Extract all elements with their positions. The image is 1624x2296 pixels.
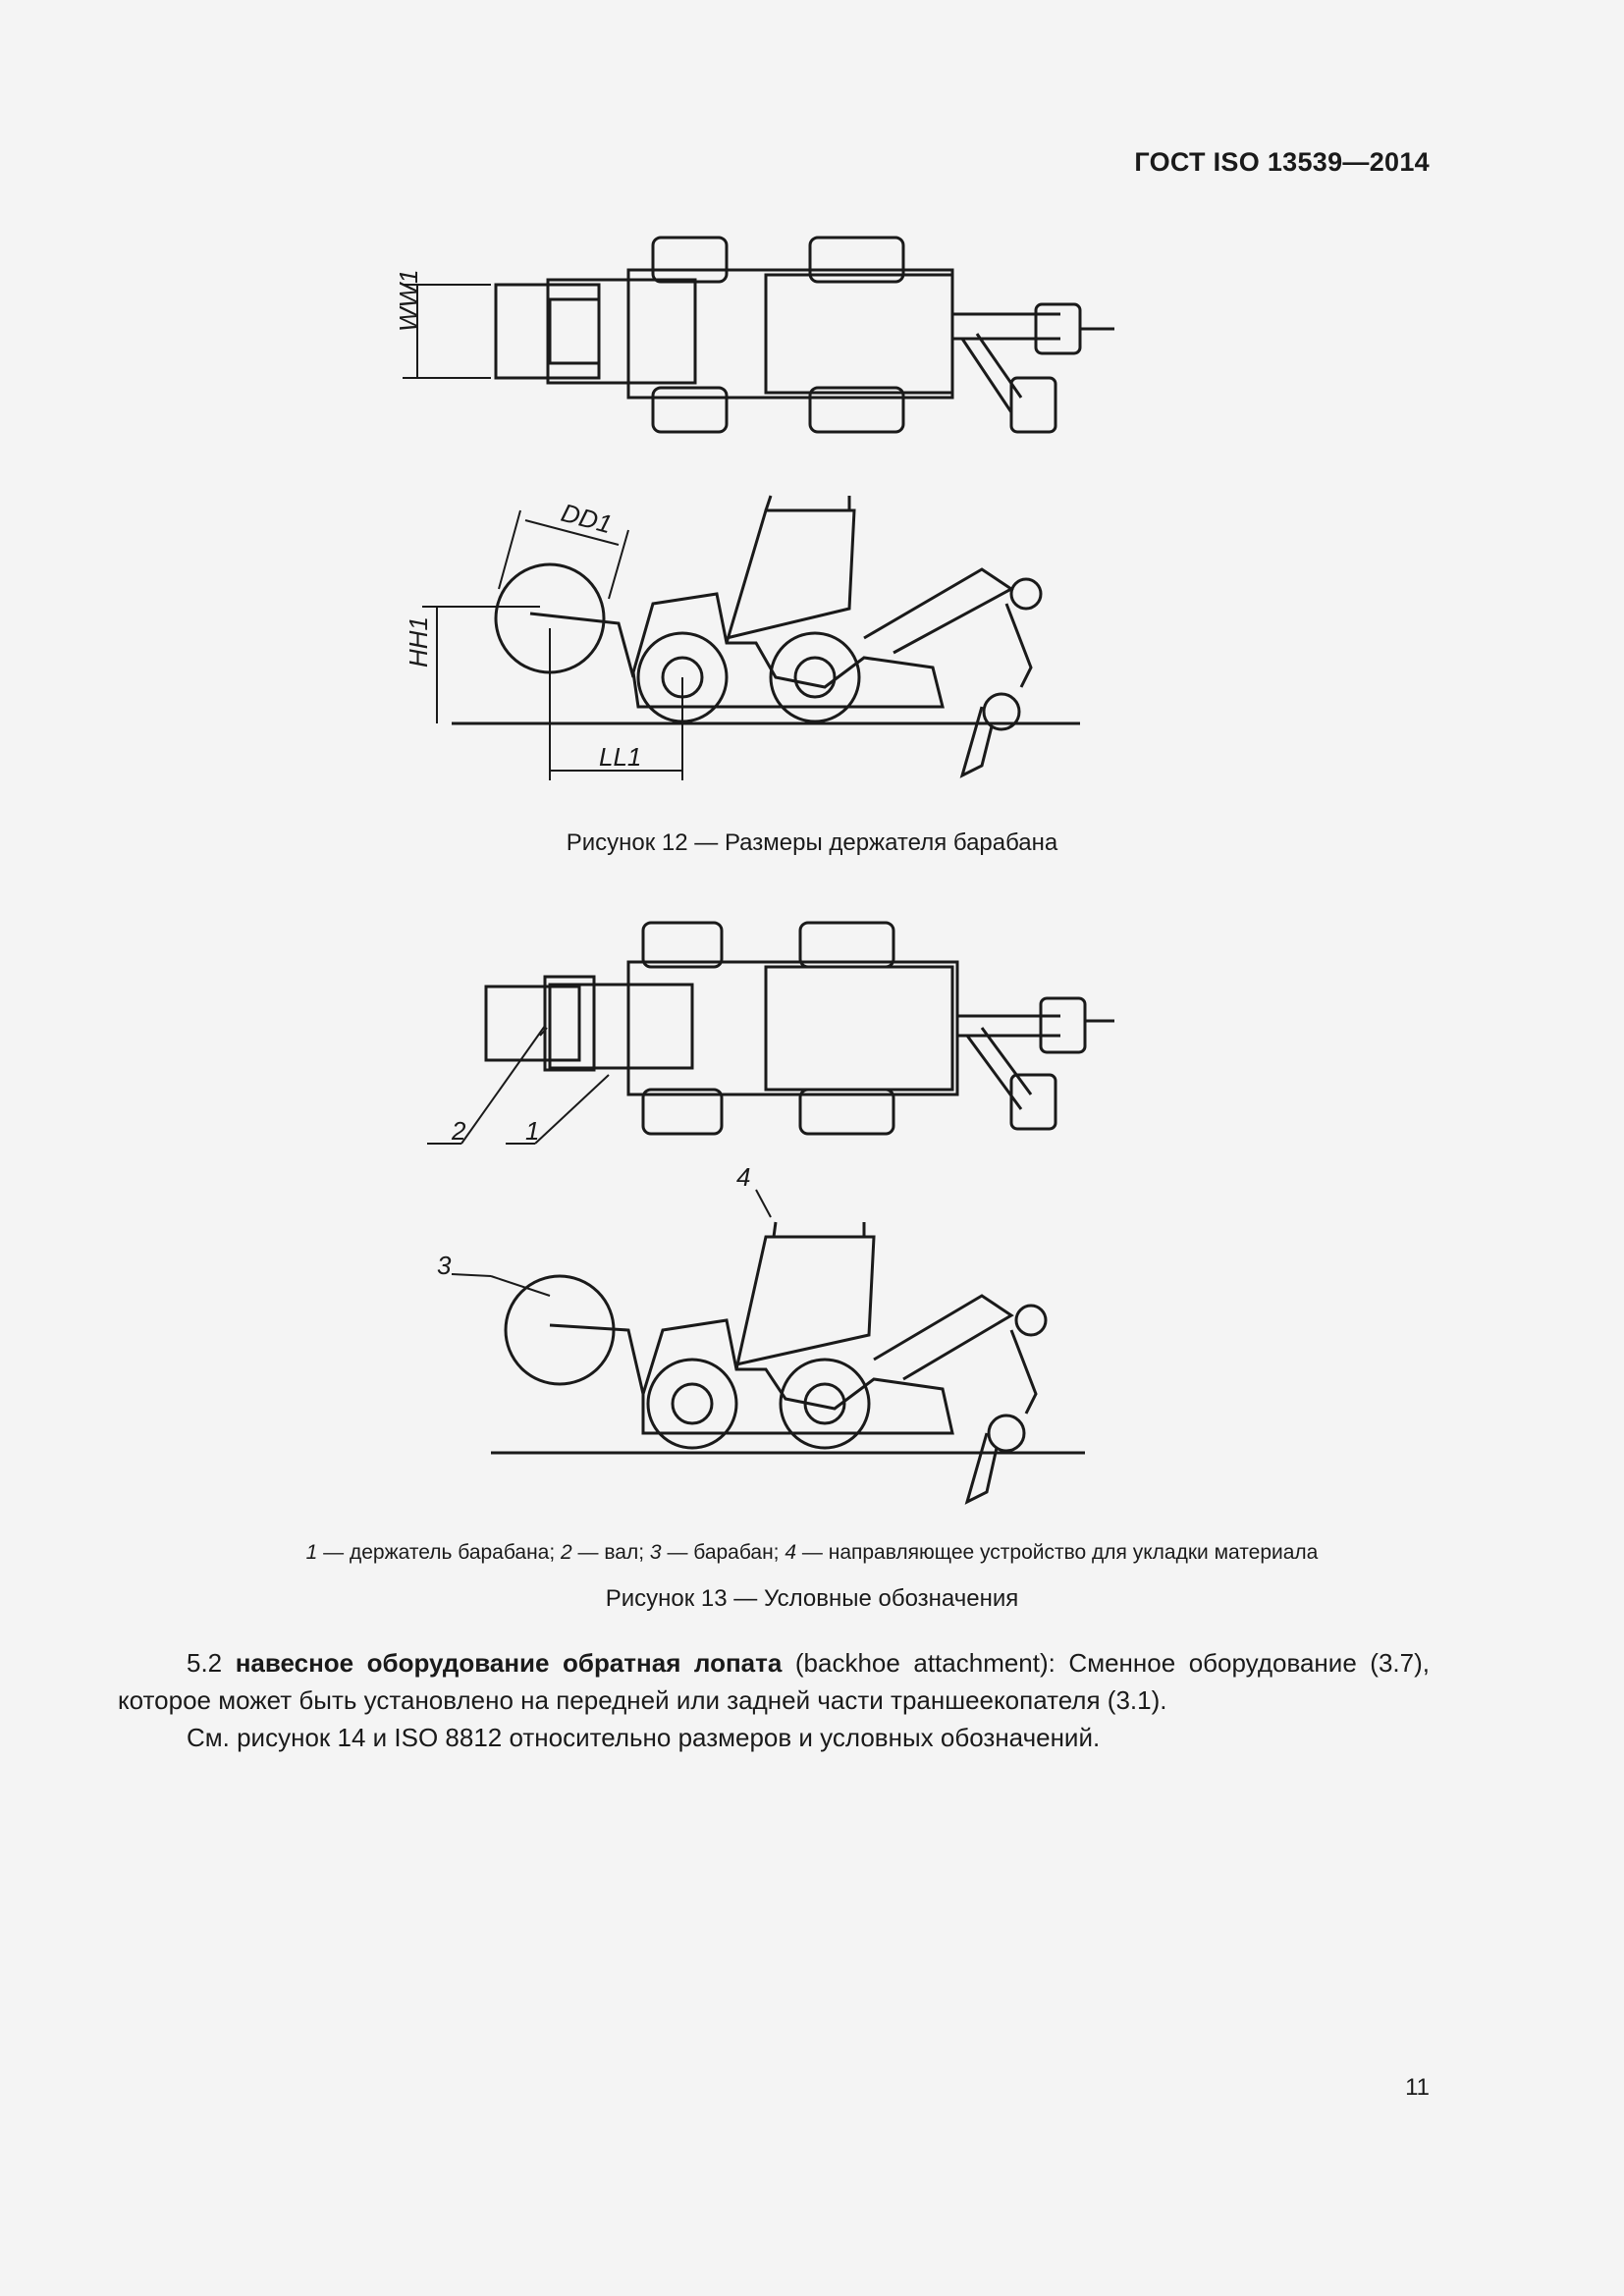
- dim-ww1: WW1: [394, 269, 423, 332]
- figure-12-caption: Рисунок 12 — Размеры держателя барабана: [566, 829, 1058, 856]
- legend-num-2: 2: [561, 1541, 572, 1564]
- figure-12-side-view: [404, 481, 1100, 805]
- figure-13-top-view: [432, 918, 1139, 1153]
- legend-text-1: — держатель барабана;: [317, 1541, 562, 1564]
- legend-num-3: 3: [649, 1541, 662, 1564]
- section-5-2-definition: [118, 1644, 1430, 1719]
- callout-3: 3: [437, 1251, 452, 1280]
- callout-4: 4: [736, 1162, 751, 1192]
- legend-text-4: — направляющее устройство для укладки материала: [796, 1541, 1319, 1564]
- dim-hh1: HH1: [404, 615, 433, 667]
- dim-ll1: LL1: [599, 742, 642, 772]
- legend-text-3: — барабан;: [661, 1541, 785, 1564]
- figure-13-legend: [0, 1541, 1624, 1565]
- figure-13-side-view: [432, 1148, 1100, 1522]
- legend-text-2: — вал;: [571, 1541, 650, 1564]
- section-5-2: [118, 1644, 1430, 1756]
- callout-1: 1: [525, 1116, 540, 1146]
- page-number: 11: [1405, 2074, 1430, 2101]
- dim-dd1: DD1: [558, 497, 616, 540]
- figure-12-top-view: [394, 226, 1139, 452]
- section-definition-text: (backhoe attachment): Сменное оборудование (3.7), которое может быть установлено на передней или задней части траншеекопателя (3.1).: [118, 1648, 1430, 1715]
- section-reference: См. рисунок 14 и ISO 8812 относительно размеров и условных обозначений.: [187, 1723, 1101, 1752]
- callout-2: 2: [452, 1116, 466, 1146]
- legend-num-1: 1: [305, 1541, 318, 1564]
- section-term: навесное оборудование обратная лопата: [235, 1648, 783, 1678]
- document-code: ГОСТ ISO 13539—2014: [1134, 147, 1430, 177]
- section-number: 5.2: [187, 1648, 223, 1678]
- figure-13-caption: Рисунок 13 — Условные обозначения: [605, 1585, 1019, 1612]
- legend-num-4: 4: [785, 1541, 797, 1564]
